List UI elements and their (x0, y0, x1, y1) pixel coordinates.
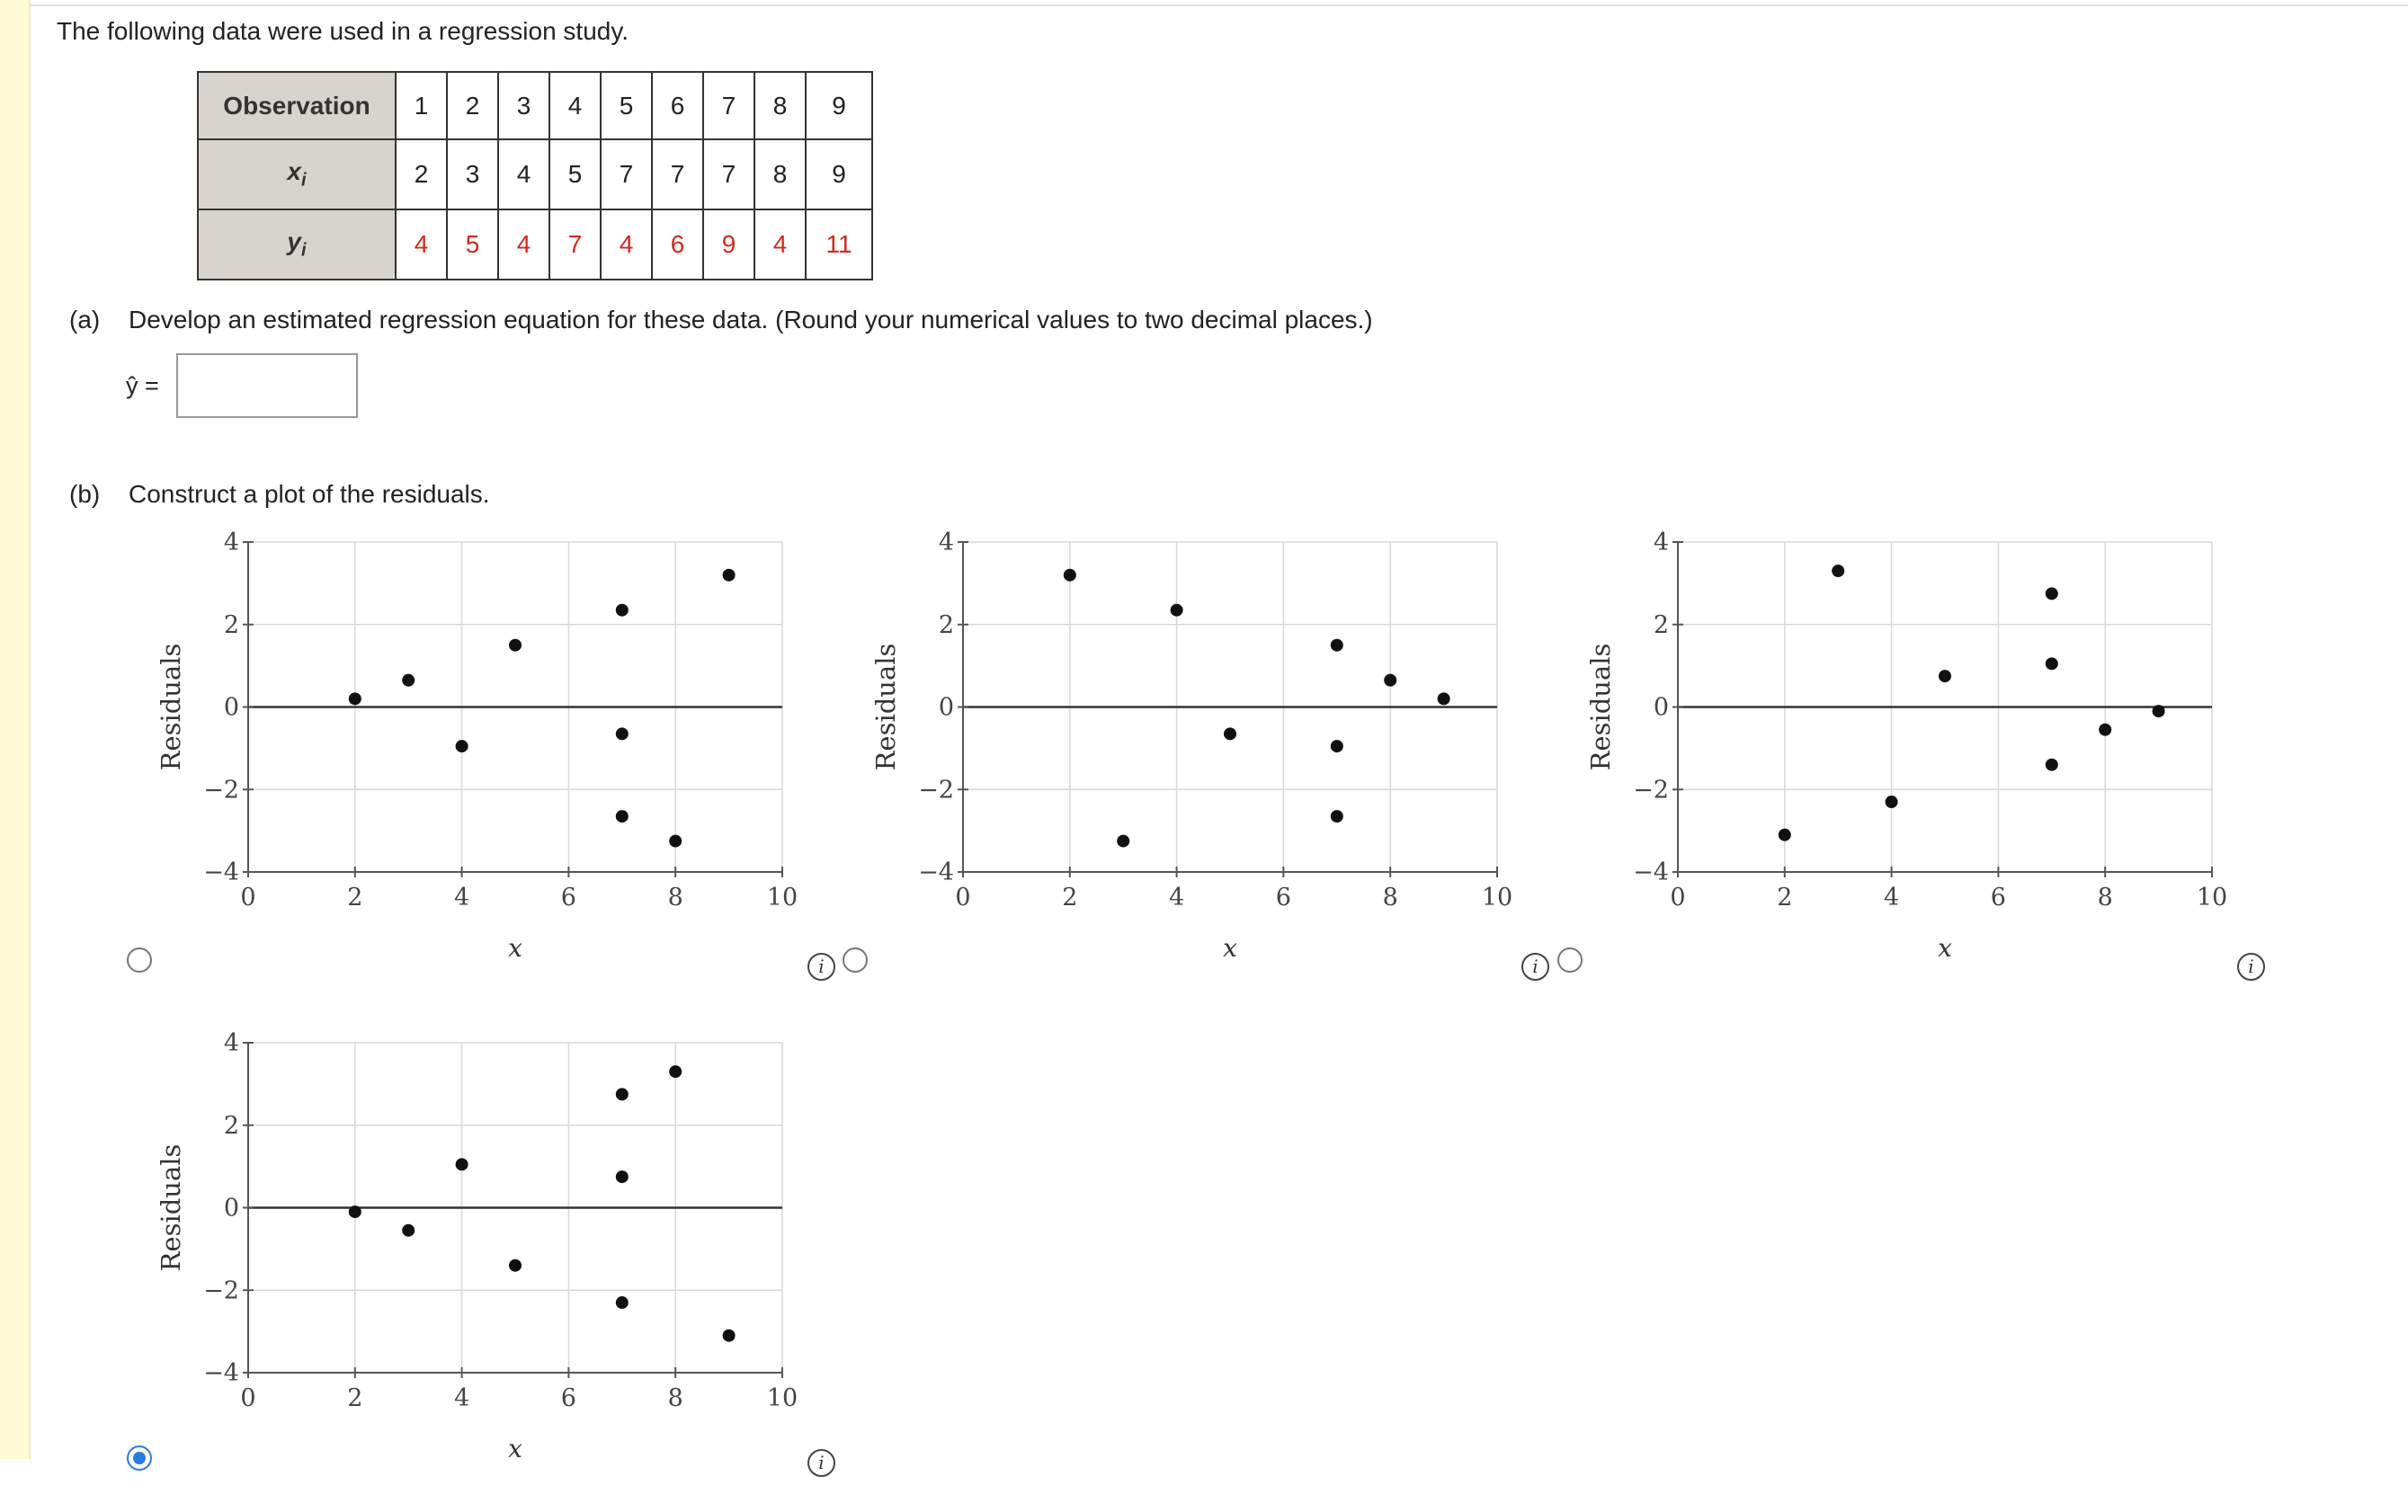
observation-cell: 5 (601, 72, 652, 139)
info-icon[interactable]: i (807, 953, 835, 981)
x-cell: 8 (754, 139, 806, 209)
observation-cell: 1 (396, 72, 447, 139)
residual-point (616, 810, 629, 823)
option-4-radio[interactable] (127, 1445, 152, 1471)
residual-plot-option-3 (1583, 526, 2230, 1011)
y-cell: 4 (396, 209, 447, 280)
residual-point (1331, 740, 1343, 752)
y-tick-label: 0 (223, 1194, 239, 1223)
y-tick-label: −2 (203, 1276, 239, 1305)
y-tick-label: 4 (223, 1029, 239, 1057)
x-cell: 2 (396, 139, 447, 209)
observation-cell: 6 (652, 72, 703, 139)
y-cell: 7 (549, 209, 601, 280)
residual-point (456, 1158, 468, 1170)
x-tick-label: 2 (347, 1384, 363, 1412)
option-2-radio[interactable] (843, 947, 868, 973)
residual-point (509, 1259, 522, 1272)
residual-point (402, 1224, 415, 1237)
y-row (198, 209, 872, 280)
y-cell: 4 (498, 209, 549, 280)
residual-point (1171, 604, 1183, 617)
y-tick-label: 2 (938, 610, 954, 639)
residual-point (456, 740, 468, 752)
y-tick-label: −2 (203, 776, 239, 805)
option-3-radio[interactable] (1557, 947, 1583, 973)
y-tick-label: 4 (223, 529, 239, 556)
y-cell: 9 (703, 209, 754, 280)
residual-point (2153, 705, 2165, 717)
y-tick-label: 2 (223, 610, 239, 639)
residual-point (669, 835, 682, 848)
x-cell: 5 (549, 139, 601, 209)
y-axis-label: Residuals (156, 643, 186, 771)
residual-point (616, 1088, 629, 1100)
x-tick-label: 6 (1275, 884, 1291, 912)
residual-point (1939, 670, 1951, 682)
y-header: $y_i$ (198, 209, 396, 280)
y-cell: 4 (601, 209, 652, 280)
observation-cell: 8 (754, 72, 806, 139)
left-margin-bar (0, 0, 31, 1459)
x-tick-label: 8 (1382, 884, 1398, 912)
part-b-label: (b) (69, 480, 101, 508)
x-tick-label: 0 (240, 1384, 256, 1412)
residual-plot-svg (868, 526, 1515, 1011)
x-tick-label: 0 (1670, 884, 1686, 912)
residual-point (349, 1205, 361, 1218)
x-cell: 3 (447, 139, 498, 209)
y-tick-label: −2 (1633, 776, 1669, 805)
observation-header: Observation (198, 72, 396, 139)
y-tick-label: −4 (918, 858, 954, 886)
x-tick-label: 0 (240, 884, 256, 912)
observation-cell: 9 (806, 72, 872, 139)
x-axis-label: x (508, 1434, 522, 1463)
y-tick-label: −4 (203, 1359, 239, 1387)
part-b-text: Construct a plot of the residuals. (129, 480, 490, 508)
observation-row (198, 72, 872, 139)
residual-point (1064, 569, 1076, 582)
residual-point (1438, 692, 1450, 705)
y-tick-label: −4 (203, 858, 239, 886)
y-axis-label: Residuals (156, 1143, 186, 1272)
y-tick-label: 0 (1653, 693, 1669, 722)
y-tick-label: −2 (918, 776, 954, 805)
x-cell: 4 (498, 139, 549, 209)
y-tick-label: 2 (223, 1111, 239, 1140)
x-tick-label: 6 (560, 884, 576, 912)
residual-point (509, 639, 522, 652)
residual-plot-svg (153, 526, 800, 1011)
question-intro: The following data were used in a regression study. (57, 17, 629, 45)
top-divider (29, 4, 2408, 6)
residual-point (616, 1170, 629, 1183)
observation-cell: 2 (447, 72, 498, 139)
residual-point (2046, 587, 2058, 600)
residual-point (1779, 829, 1791, 841)
residual-point (402, 674, 415, 687)
x-tick-label: 4 (1169, 884, 1185, 912)
x-cell: 7 (652, 139, 703, 209)
x-cell: 7 (601, 139, 652, 209)
y-axis-label: Residuals (870, 643, 901, 771)
x-tick-label: 8 (667, 884, 683, 912)
residual-point (1886, 796, 1898, 808)
residual-plot-option-4 (153, 1027, 800, 1512)
x-tick-label: 4 (454, 1384, 470, 1412)
option-1-radio[interactable] (127, 947, 152, 973)
x-tick-label: 8 (2097, 884, 2113, 912)
residual-plot-option-1 (153, 526, 800, 1011)
part-a-label: (a) (69, 306, 101, 334)
x-tick-label: 8 (667, 1384, 683, 1412)
regression-equation-input[interactable] (176, 353, 358, 418)
x-tick-label: 6 (1990, 884, 2006, 912)
info-icon[interactable]: i (807, 1449, 835, 1477)
y-tick-label: 2 (1653, 610, 1669, 639)
residual-point (723, 569, 736, 582)
x-header: $x_i$ (198, 139, 396, 209)
x-tick-label: 2 (347, 884, 363, 912)
residual-point (2046, 657, 2058, 670)
observation-cell: 4 (549, 72, 601, 139)
x-tick-label: 2 (1062, 884, 1078, 912)
info-icon[interactable]: i (1521, 953, 1549, 981)
y-axis-label: Residuals (1585, 643, 1616, 771)
y-cell: 6 (652, 209, 703, 280)
data-table (197, 71, 873, 280)
residual-point (349, 692, 361, 705)
y-tick-label: 0 (938, 693, 954, 722)
part-a (69, 306, 1373, 334)
y-tick-label: 4 (1653, 529, 1669, 556)
residual-point (2046, 759, 2058, 771)
x-tick-label: 10 (2196, 884, 2228, 912)
residual-point (1384, 674, 1396, 687)
part-b (69, 480, 490, 509)
x-tick-label: 10 (1481, 884, 1513, 912)
residual-point (669, 1065, 682, 1078)
observation-cell: 3 (498, 72, 549, 139)
residual-point (2099, 724, 2111, 736)
residual-plot-svg (153, 1027, 800, 1512)
residual-plot-option-2 (868, 526, 1515, 1011)
y-cell: 5 (447, 209, 498, 280)
y-cell: 4 (754, 209, 806, 280)
x-tick-label: 0 (955, 884, 971, 912)
residual-point (616, 1296, 629, 1309)
y-tick-label: 4 (938, 529, 954, 556)
x-tick-label: 10 (766, 884, 798, 912)
residual-point (1832, 565, 1844, 577)
residual-plot-svg (1583, 526, 2230, 1011)
x-axis-label: x (1938, 933, 1952, 963)
x-tick-label: 10 (766, 1384, 798, 1412)
x-axis-label: x (508, 933, 522, 963)
residual-point (1117, 835, 1129, 848)
y-tick-label: 0 (223, 693, 239, 722)
x-tick-label: 2 (1777, 884, 1793, 912)
residual-point (616, 727, 629, 740)
residual-point (616, 604, 629, 617)
x-cell: 9 (806, 139, 872, 209)
residual-point (1331, 810, 1343, 823)
x-axis-label: x (1223, 933, 1237, 963)
residual-point (723, 1330, 736, 1342)
x-cell: 7 (703, 139, 754, 209)
yhat-label: ŷ = (126, 372, 159, 399)
y-cell: 11 (806, 209, 872, 280)
info-icon[interactable]: i (2237, 953, 2265, 981)
residual-point (1331, 639, 1343, 652)
observation-cell: 7 (703, 72, 754, 139)
x-tick-label: 4 (454, 884, 470, 912)
x-tick-label: 6 (560, 1384, 576, 1412)
residual-point (1224, 727, 1236, 740)
y-tick-label: −4 (1633, 858, 1669, 886)
part-a-text: Develop an estimated regression equation for these data. (Round your numerical values to two decimal places.) (129, 306, 1373, 334)
x-tick-label: 4 (1884, 884, 1900, 912)
x-row (198, 139, 872, 209)
